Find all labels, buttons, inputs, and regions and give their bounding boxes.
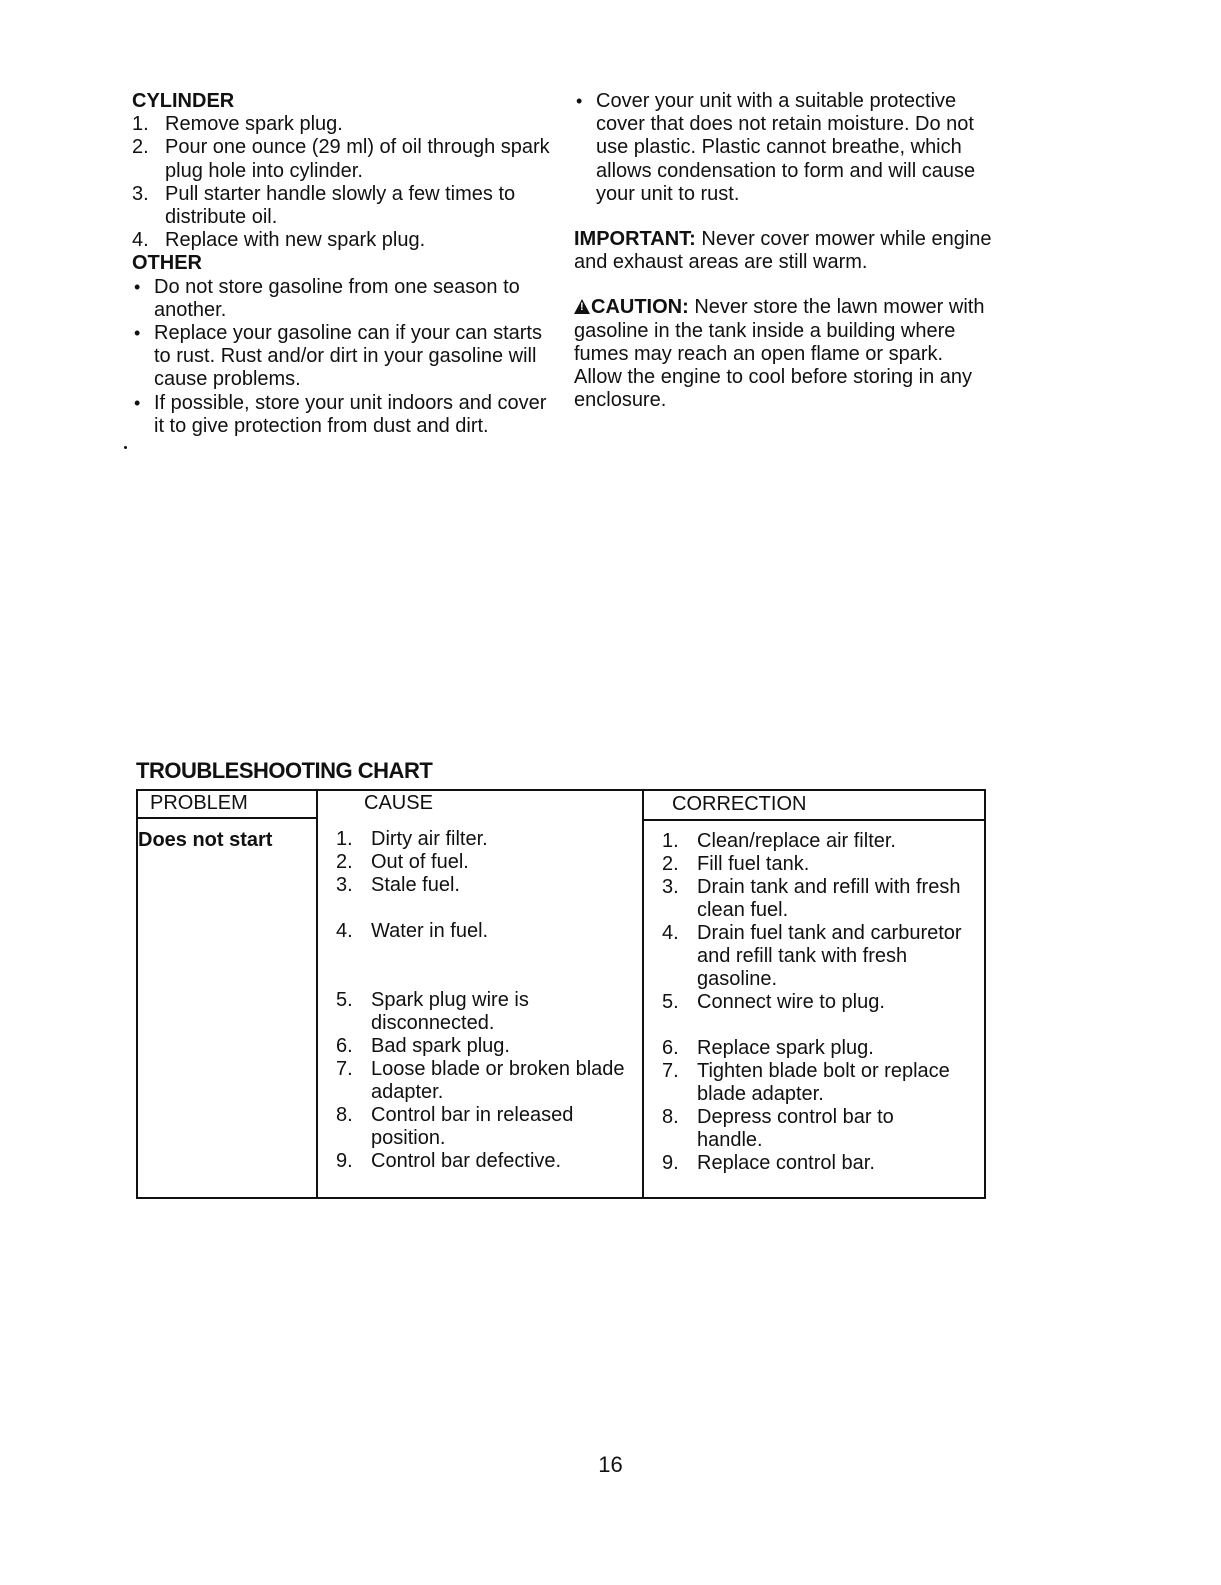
cause-item — [336, 1150, 626, 1173]
chart-title: TROUBLESHOOTING CHART — [136, 758, 433, 783]
cause-text: Control bar defective. — [371, 1150, 562, 1172]
cause-number: 1. — [336, 828, 353, 850]
column-divider — [642, 791, 644, 1197]
step-text: Remove spark plug. — [165, 113, 343, 136]
correction-list — [662, 830, 972, 1175]
header-problem: PROBLEM — [150, 792, 248, 814]
cause-number: 3. — [336, 874, 353, 896]
cylinder-steps — [132, 113, 552, 252]
correction-text: Depress control bar to handle. — [697, 1106, 894, 1151]
other-item — [132, 322, 552, 392]
cylinder-heading: CYLINDER — [132, 90, 235, 112]
caution-note — [574, 296, 994, 412]
troubleshooting-table — [136, 789, 986, 1199]
important-text: Never cover mower while engine and exhaust areas are still warm. — [574, 228, 992, 274]
cause-item — [336, 920, 626, 943]
correction-item — [662, 991, 972, 1014]
cause-item — [336, 851, 626, 874]
correction-text: Tighten blade bolt or replace blade adapter. — [697, 1060, 950, 1105]
other-list — [132, 276, 552, 438]
cause-item — [336, 989, 551, 1035]
correction-number: 8. — [662, 1106, 679, 1128]
step-number: 2. — [132, 136, 149, 159]
correction-item — [662, 922, 987, 991]
cause-item — [336, 1035, 626, 1058]
cause-text: Spark plug wire is disconnected. — [371, 989, 529, 1034]
cause-item — [336, 828, 626, 851]
correction-number: 7. — [662, 1060, 679, 1082]
cause-text: Loose blade or broken blade adapter. — [371, 1058, 625, 1103]
step-number: 1. — [132, 113, 149, 136]
correction-text: Drain tank and refill with fresh clean fuel. — [697, 876, 961, 921]
correction-text: Connect wire to plug. — [697, 991, 885, 1013]
cover-list — [574, 90, 994, 206]
correction-item — [662, 1060, 957, 1106]
bullet-icon: • — [576, 91, 583, 111]
caution-label: CAUTION: — [591, 296, 689, 319]
right-column — [574, 90, 994, 412]
important-label: IMPORTANT: — [574, 228, 696, 251]
bullet-icon: • — [134, 392, 141, 413]
header-cause: CAUSE — [364, 792, 433, 814]
cause-text: Bad spark plug. — [371, 1035, 510, 1057]
warning-triangle-icon — [574, 299, 590, 314]
cylinder-step — [132, 113, 552, 136]
correction-number: 5. — [662, 991, 679, 1013]
correction-number: 9. — [662, 1152, 679, 1174]
important-note — [574, 228, 994, 274]
correction-number: 3. — [662, 876, 679, 898]
step-number: 4. — [132, 229, 149, 252]
spacer — [574, 274, 994, 296]
cause-item — [336, 874, 626, 897]
correction-item — [662, 876, 977, 922]
step-number: 3. — [132, 182, 149, 205]
cylinder-step — [132, 229, 552, 252]
header-rule — [642, 819, 984, 821]
stray-dot-mark — [124, 446, 127, 449]
correction-text: Replace spark plug. — [697, 1037, 874, 1059]
caution-text: Never store the lawn mower with gasoline in the tank inside a building where fumes may reach an open flame or spark. Allow the engine to cool before storing in any enclosure. — [574, 296, 985, 412]
correction-item — [662, 853, 972, 876]
cause-item — [336, 1104, 641, 1150]
cause-number: 6. — [336, 1035, 353, 1057]
cover-item — [574, 90, 994, 206]
other-item — [132, 392, 552, 438]
bullet-icon: • — [134, 276, 141, 297]
cause-list — [336, 828, 626, 1173]
cause-number: 5. — [336, 989, 353, 1011]
cause-number: 2. — [336, 851, 353, 873]
bullet-icon: • — [134, 323, 141, 344]
cause-number: 7. — [336, 1058, 353, 1080]
cylinder-step — [132, 136, 552, 182]
header-rule — [138, 817, 316, 819]
step-text: Replace with new spark plug. — [165, 229, 426, 252]
cause-text: Control bar in released position. — [371, 1104, 574, 1149]
cause-text: Water in fuel. — [371, 920, 489, 942]
other-item-text: Do not store gasoline from one season to another. — [154, 275, 520, 321]
other-item-text: Replace your gasoline can if your can starts to rust. Rust and/or dirt in your gasoline will cause problems. — [154, 322, 542, 391]
correction-number: 2. — [662, 853, 679, 875]
cause-text: Out of fuel. — [371, 851, 469, 873]
cause-text: Stale fuel. — [371, 874, 460, 896]
other-item-text: If possible, store your unit indoors and cover it to give protection from dust and dirt. — [154, 391, 547, 437]
header-correction: CORRECTION — [672, 793, 807, 815]
correction-item — [662, 830, 972, 853]
correction-number: 4. — [662, 922, 679, 944]
cause-text: Dirty air filter. — [371, 828, 488, 850]
correction-text: Drain fuel tank and carburetor and refill tank with fresh gasoline. — [697, 922, 962, 990]
spacer — [574, 206, 994, 228]
other-heading: OTHER — [132, 252, 202, 275]
correction-text: Clean/replace air filter. — [697, 830, 896, 852]
cover-item-text: Cover your unit with a suitable protective cover that does not retain moisture. Do not use plastic. Plastic cannot breathe, which allows condensation to form and will cause your unit to rust. — [596, 90, 976, 205]
correction-text: Replace control bar. — [697, 1152, 875, 1174]
cause-number: 4. — [336, 920, 353, 942]
other-item — [132, 276, 552, 322]
correction-item — [662, 1152, 972, 1175]
cause-item — [336, 1058, 641, 1104]
correction-number: 6. — [662, 1037, 679, 1059]
problem-cell: Does not start — [138, 829, 273, 851]
page-number: 16 — [598, 1452, 623, 1477]
correction-text: Fill fuel tank. — [697, 853, 810, 875]
correction-item — [662, 1037, 972, 1060]
column-divider — [316, 791, 318, 1197]
left-column — [132, 90, 552, 438]
cylinder-step — [132, 183, 552, 229]
cause-number: 8. — [336, 1104, 353, 1126]
cause-number: 9. — [336, 1150, 353, 1172]
correction-number: 1. — [662, 830, 679, 852]
step-text: Pull starter handle slowly a few times to distribute oil. — [165, 182, 516, 229]
step-text: Pour one ounce (29 ml) of oil through spark plug hole into cylinder. — [165, 136, 550, 182]
correction-item — [662, 1106, 957, 1152]
